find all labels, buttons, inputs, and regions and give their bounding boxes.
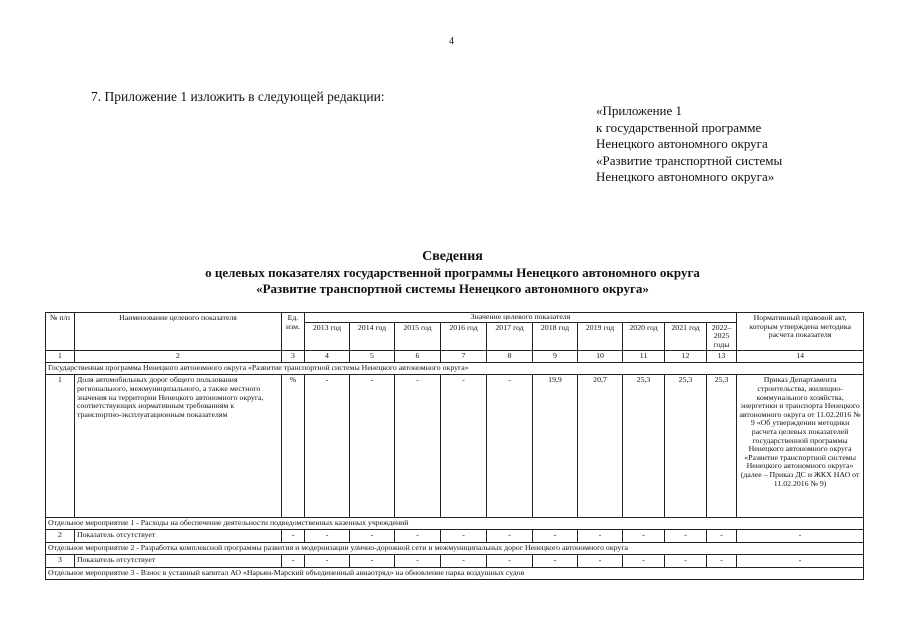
intro-text: 7. Приложение 1 изложить в следующей редакции: <box>91 89 385 104</box>
table-row <box>46 555 864 568</box>
col-number: 6 <box>395 351 441 363</box>
row-value: 25,3 <box>665 375 707 518</box>
appendix-line: «Приложение 1 <box>596 103 683 118</box>
col-number: 1 <box>46 351 75 363</box>
row-name: Доля автомобильных дорог общего пользования регионального, межмуниципального, а также местного значения на территории Ненецкого автономного округа, соответствующих нормативным требованиям к транспортно-эксплуатационным показателям <box>75 375 282 518</box>
row-num: 1 <box>46 375 75 518</box>
col-number: 4 <box>305 351 350 363</box>
header-year: 2022–2025 годы <box>707 322 737 351</box>
row-value: - <box>441 530 487 543</box>
section-row <box>46 363 864 375</box>
header-year: 2020 год <box>623 322 665 351</box>
row-name: Показатель отсутствует <box>75 530 282 543</box>
col-number: 10 <box>578 351 623 363</box>
header-act: Нормативный правовой акт, которым утверждена методика расчета показателя <box>737 313 864 351</box>
row-unit: % <box>282 375 305 518</box>
row-value: - <box>487 555 533 568</box>
row-value: 25,3 <box>623 375 665 518</box>
header-year: 2021 год <box>665 322 707 351</box>
row-value: - <box>665 530 707 543</box>
activity-cell: Отдельное мероприятие 3 - Взнос в уставный капитал АО «Нарьян-Марский объединенный авиаотряд» на обновление парка воздушных судов <box>46 568 864 580</box>
header-values-group: Значение целевого показателя <box>305 313 737 323</box>
row-value: - <box>441 375 487 518</box>
col-number: 13 <box>707 351 737 363</box>
col-number: 3 <box>282 351 305 363</box>
appendix-note <box>596 103 782 186</box>
header-year: 2015 год <box>395 322 441 351</box>
header-year: 2018 год <box>533 322 578 351</box>
section-row <box>46 518 864 530</box>
col-number: 7 <box>441 351 487 363</box>
row-value: - <box>350 530 395 543</box>
row-value: - <box>623 530 665 543</box>
indicators-table <box>45 312 864 580</box>
row-value: - <box>487 530 533 543</box>
row-act: - <box>737 530 864 543</box>
program-title-cell: Государственная программа Ненецкого автономного округа «Развитие транспортной системы Ненецкого автономного округа» <box>46 363 864 375</box>
row-unit: - <box>282 555 305 568</box>
row-value: 25,3 <box>707 375 737 518</box>
section-row <box>46 543 864 555</box>
row-value: - <box>395 555 441 568</box>
title-line-2: о целевых показателях государственной программы Ненецкого автономного округа <box>205 265 700 280</box>
title-line-1: Сведения <box>422 249 483 264</box>
header-year: 2017 год <box>487 322 533 351</box>
row-name: Показатель отсутствует <box>75 555 282 568</box>
table-header-row <box>46 313 864 323</box>
table-row <box>46 530 864 543</box>
row-value: - <box>395 375 441 518</box>
col-number: 2 <box>75 351 282 363</box>
appendix-line: «Развитие транспортной системы <box>596 152 783 168</box>
col-number: 12 <box>665 351 707 363</box>
row-value: - <box>441 555 487 568</box>
header-year: 2019 год <box>578 322 623 351</box>
row-act: - <box>737 555 864 568</box>
col-number: 11 <box>623 351 665 363</box>
row-value: - <box>305 530 350 543</box>
column-numbers-row <box>46 351 864 363</box>
header-num: № п/п <box>46 313 75 351</box>
activity-cell: Отдельное мероприятие 2 - Разработка комплексной программы развития и модернизации улично-дорожной сети и межмуниципальных дорог Ненецкого автономного округа <box>46 543 864 555</box>
row-value: - <box>707 530 737 543</box>
col-number: 5 <box>350 351 395 363</box>
section-row <box>46 568 864 580</box>
row-value: - <box>395 530 441 543</box>
row-unit: - <box>282 530 305 543</box>
header-year: 2014 год <box>350 322 395 351</box>
row-value: - <box>533 555 578 568</box>
row-value: - <box>578 530 623 543</box>
appendix-line: Ненецкого автономного округа» <box>596 169 775 184</box>
row-num: 2 <box>46 530 75 543</box>
header-unit: Ед. изм. <box>282 313 305 351</box>
header-year: 2013 год <box>305 322 350 351</box>
title-line-3: «Развитие транспортной системы Ненецкого автономного округа» <box>256 281 649 296</box>
row-value: - <box>578 555 623 568</box>
row-value: - <box>487 375 533 518</box>
row-value: 19,9 <box>533 375 578 518</box>
page-number: 4 <box>449 36 454 47</box>
row-value: - <box>350 555 395 568</box>
row-value: - <box>707 555 737 568</box>
header-name: Наименование целевого показателя <box>75 313 282 351</box>
col-number: 9 <box>533 351 578 363</box>
activity-cell: Отдельное мероприятие 1 - Расходы на обеспечение деятельности подведомственных казенных учреждений <box>46 518 864 530</box>
document-title <box>0 248 905 297</box>
row-value: - <box>305 375 350 518</box>
table-row <box>46 375 864 518</box>
appendix-line: Ненецкого автономного округа <box>596 136 768 151</box>
header-year: 2016 год <box>441 322 487 351</box>
row-value: - <box>623 555 665 568</box>
col-number: 8 <box>487 351 533 363</box>
row-num: 3 <box>46 555 75 568</box>
appendix-line: к государственной программе <box>596 119 762 135</box>
col-number: 14 <box>737 351 864 363</box>
row-value: - <box>305 555 350 568</box>
row-value: - <box>665 555 707 568</box>
row-value: - <box>350 375 395 518</box>
row-act: Приказ Департамента строительства, жилищно-коммунального хозяйства, энергетики и транспорта Ненецкого автономного округа от 11.02.2016 № 9 «Об утверждении методики расчета целевых показателей государственной программы Ненецкого автономного округа «Развитие транспортной системы Ненецкого автономного округа» (далее – Приказ ДС и ЖКХ НАО от 11.02.2016 № 9) <box>737 375 864 518</box>
row-value: - <box>533 530 578 543</box>
row-value: 20,7 <box>578 375 623 518</box>
